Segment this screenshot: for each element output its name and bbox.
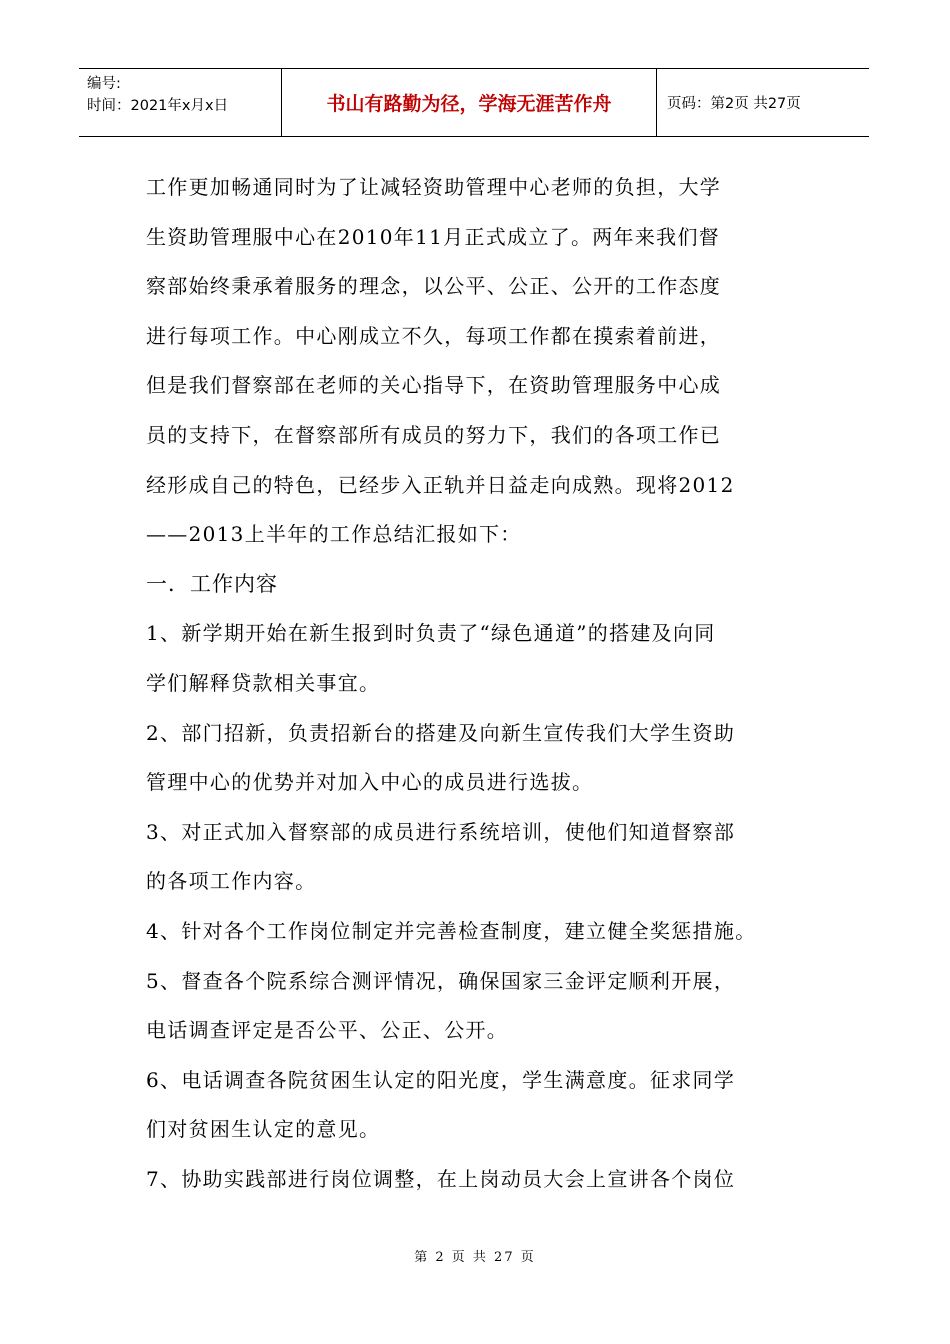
body-line: 生资助管理服中心在2010年11月正式成立了。两年来我们督 xyxy=(146,224,721,249)
list-item: 学们解释贷款相关事宜。 xyxy=(146,670,381,695)
header-page-code: 页码：第2页 共27页 xyxy=(667,96,801,112)
page-header xyxy=(79,68,869,137)
list-item: 6、电话调查各院贫困生认定的阳光度，学生满意度。征求同学 xyxy=(146,1067,736,1092)
body-line: 工作更加畅通同时为了让减轻资助管理中心老师的负担，大学 xyxy=(146,175,722,199)
header-motto: 书山有路勤为径，学海无涯苦作舟 xyxy=(282,69,657,136)
list-item: 5、督查各个院系综合测评情况，确保国家三金评定顺利开展， xyxy=(146,968,736,993)
page-footer: 第 2 页 共 27 页 xyxy=(414,1250,536,1265)
list-item: 们对贫困生认定的意见。 xyxy=(146,1117,381,1142)
list-item: 1、新学期开始在新生报到时负责了“绿色通道”的搭建及向同 xyxy=(146,621,716,646)
list-item: 4、针对各个工作岗位制定并完善检查制度，建立健全奖惩措施。 xyxy=(146,918,757,943)
list-item: 7、协助实践部进行岗位调整，在上岗动员大会上宣讲各个岗位 xyxy=(146,1166,736,1191)
body-line: 但是我们督察部在老师的关心指导下，在资助管理服务中心成 xyxy=(146,373,722,398)
list-item: 的各项工作内容。 xyxy=(146,869,317,894)
document-body xyxy=(146,163,811,1204)
body-line: 经形成自己的特色，已经步入正轨并日益走向成熟。现将2012 xyxy=(146,472,735,497)
list-item: 管理中心的优势并对加入中心的成员进行选拔。 xyxy=(146,770,594,795)
body-line: 察部始终秉承着服务的理念，以公平、公正、公开的工作态度 xyxy=(146,274,722,299)
number-label: 编号: xyxy=(87,76,121,92)
body-line: 员的支持下，在督察部所有成员的努力下，我们的各项工作已 xyxy=(146,422,722,447)
list-item: 3、对正式加入督察部的成员进行系统培训，使他们知道督察部 xyxy=(146,819,736,844)
list-item: 2、部门招新，负责招新台的搭建及向新生宣传我们大学生资助 xyxy=(146,720,736,745)
section-heading: 一．工作内容 xyxy=(146,571,278,596)
body-line: ——2013上半年的工作总结汇报如下： xyxy=(146,522,522,547)
time-label: 时间：2021年x月x日 xyxy=(87,98,229,114)
header-meta xyxy=(79,69,282,136)
list-item: 电话调查评定是否公平、公正、公开。 xyxy=(146,1018,509,1043)
body-line: 进行每项工作。中心刚成立不久，每项工作都在摸索着前进， xyxy=(146,323,722,348)
